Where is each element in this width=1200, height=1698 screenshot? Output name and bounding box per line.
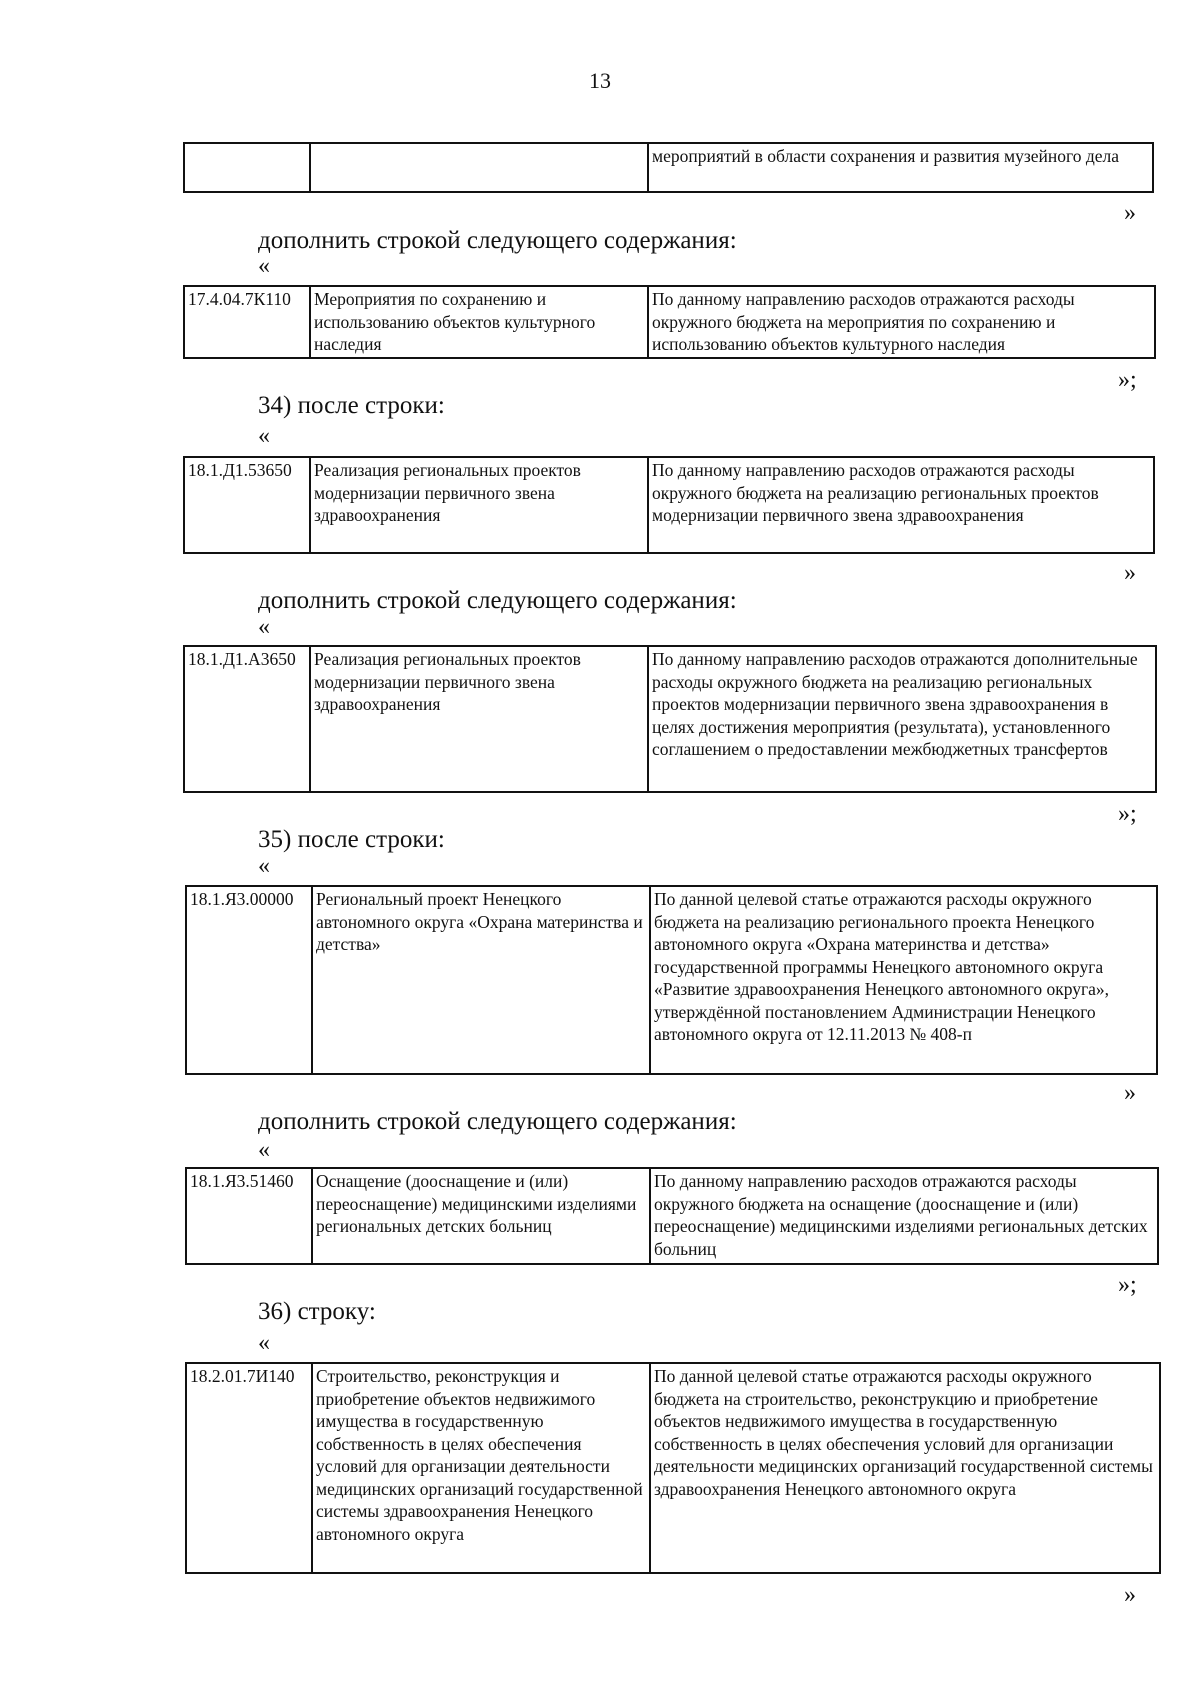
opening-quote: «	[258, 253, 270, 279]
table-row	[183, 456, 1155, 554]
closing-quote: »;	[1118, 367, 1137, 393]
opening-quote: «	[258, 423, 270, 449]
table-row	[183, 142, 1154, 193]
row-name: Региональный проект Ненецкого автономного округа «Охрана материнства и детства»	[312, 886, 650, 1074]
row-name: Мероприятия по сохранению и использованию объектов культурного наследия	[310, 286, 648, 358]
row-code	[184, 143, 310, 192]
row-name: Реализация региональных проектов модернизации первичного звена здравоохранения	[310, 457, 648, 553]
paragraph: дополнить строкой следующего содержания:	[258, 587, 737, 614]
paragraph: дополнить строкой следующего содержания:	[258, 227, 737, 254]
table-row	[185, 1167, 1159, 1265]
paragraph: 36) строку:	[258, 1298, 376, 1325]
row-code: 18.1.Д1.А3650	[184, 646, 310, 792]
row-description: По данному направлению расходов отражаются расходы окружного бюджета на оснащение (дооснащение и (или) переоснащение) медицинскими изделиями региональных детских больниц	[650, 1168, 1158, 1264]
page-number: 13	[589, 68, 611, 93]
row-name	[310, 143, 648, 192]
row-name: Реализация региональных проектов модернизации первичного звена здравоохранения	[310, 646, 648, 792]
opening-quote: «	[258, 853, 270, 879]
closing-quote: »	[1124, 1582, 1136, 1608]
row-code: 18.1.Я3.51460	[186, 1168, 312, 1264]
row-code: 18.1.Д1.53650	[184, 457, 310, 553]
opening-quote: «	[258, 1137, 270, 1163]
row-name: Строительство, реконструкция и приобретение объектов недвижимого имущества в государственную собственность в целях обеспечения условий для организации деятельности медицинских организаций государственной системы здравоохранения Ненецкого автономного округа	[312, 1363, 650, 1573]
closing-quote: »	[1124, 560, 1136, 586]
paragraph: дополнить строкой следующего содержания:	[258, 1108, 737, 1135]
row-code: 18.1.Я3.00000	[186, 886, 312, 1074]
row-code: 18.2.01.7И140	[186, 1363, 312, 1573]
opening-quote: «	[258, 614, 270, 640]
row-description: По данному направлению расходов отражаются расходы окружного бюджета на мероприятия по сохранению и использованию объектов культурного наследия	[648, 286, 1155, 358]
paragraph: 35) после строки:	[258, 826, 445, 853]
table-row	[185, 1362, 1161, 1574]
table-row	[183, 285, 1156, 359]
table-row	[183, 645, 1157, 793]
row-description: По данному направлению расходов отражаются расходы окружного бюджета на реализацию региональных проектов модернизации первичного звена здравоохранения	[648, 457, 1154, 553]
paragraph: 34) после строки:	[258, 392, 445, 419]
row-description: По данной целевой статье отражаются расходы окружного бюджета на строительство, реконструкцию и приобретение объектов недвижимого имущества в государственную собственность в целях обеспечения условий для организации деятельности медицинских организаций государственной системы здравоохранения Ненецкого автономного округа	[650, 1363, 1160, 1573]
closing-quote: »	[1124, 1080, 1136, 1106]
row-name: Оснащение (дооснащение и (или) переоснащение) медицинскими изделиями региональных детских больниц	[312, 1168, 650, 1264]
closing-quote: »	[1124, 200, 1136, 226]
row-description: мероприятий в области сохранения и развития музейного дела	[648, 143, 1153, 192]
row-code: 17.4.04.7К110	[184, 286, 310, 358]
row-description: По данному направлению расходов отражаются дополнительные расходы окружного бюджета на реализацию региональных проектов модернизации первичного звена здравоохранения в целях достижения мероприятия (результата), установленного соглашением о предоставлении межбюджетных трансфертов	[648, 646, 1156, 792]
opening-quote: «	[258, 1330, 270, 1356]
row-description: По данной целевой статье отражаются расходы окружного бюджета на реализацию регионального проекта Ненецкого автономного округа «Охрана материнства и детства» государственной программы Ненецкого автономного округа «Развитие здравоохранения Ненецкого автономного округа», утверждённой постановлением Администрации Ненецкого автономного округа от 12.11.2013 № 408-п	[650, 886, 1157, 1074]
table-row	[185, 885, 1158, 1075]
closing-quote: »;	[1118, 801, 1137, 827]
closing-quote: »;	[1118, 1272, 1137, 1298]
